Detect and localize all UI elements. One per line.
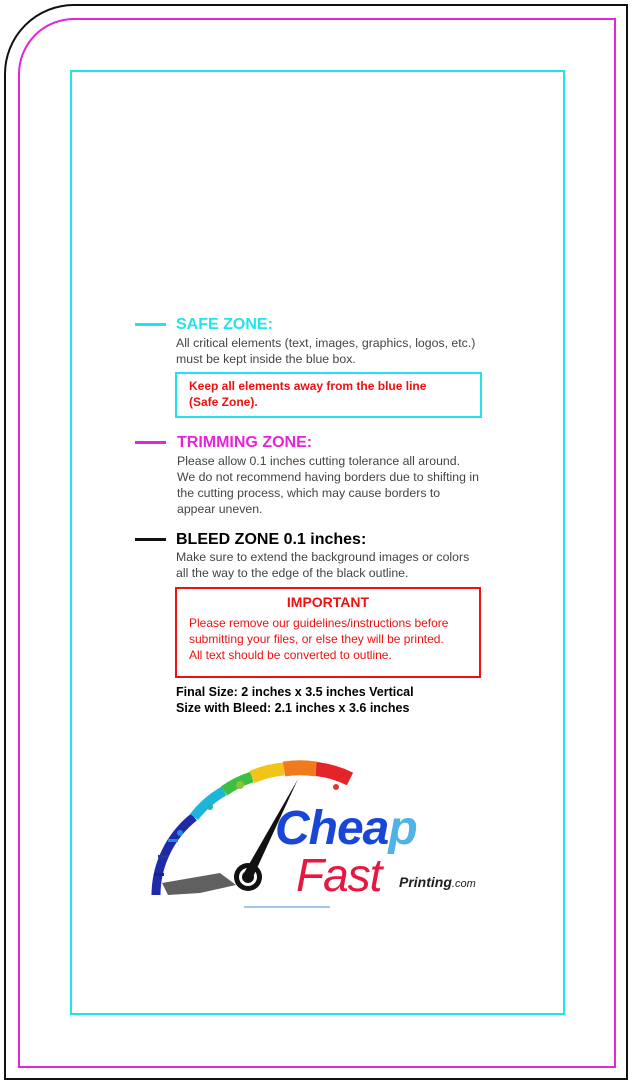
logo-word-fast: Fast (296, 849, 382, 901)
safe-zone-note-box (175, 372, 482, 418)
safe-zone-legend-line (135, 323, 166, 326)
company-logo (140, 755, 500, 915)
safe-zone-note-line: Keep all elements away from the blue line (189, 379, 427, 393)
bleed-size-text: Size with Bleed: 2.1 inches x 3.6 inches (176, 701, 410, 715)
logo-dotcom-text: .com (451, 878, 476, 890)
safe-zone-title: SAFE ZONE: (176, 316, 273, 333)
safe-zone-line: must be kept inside the blue box. (176, 352, 356, 366)
trim-zone-line: Please allow 0.1 inches cutting tolerance all around. (177, 454, 461, 468)
logo-word-cheap-tail: p (388, 802, 417, 855)
logo-word-cheap-part: Chea (275, 802, 389, 855)
bleed-zone-legend-line (135, 538, 166, 541)
trim-zone-line: the cutting process, which may cause borders to (177, 486, 441, 500)
trim-zone-line: appear uneven. (177, 502, 263, 516)
important-line: Please remove our guidelines/instructions before (189, 616, 449, 630)
safe-zone-description (176, 335, 475, 367)
safe-zone-note-line: (Safe Zone). (189, 395, 258, 409)
important-title: IMPORTANT (286, 594, 370, 610)
important-line: submitting your files, or else they will be printed. (189, 632, 444, 646)
bleed-zone-description (176, 549, 469, 581)
important-line: All text should be converted to outline. (189, 648, 392, 662)
bleed-zone-title: BLEED ZONE 0.1 inches: (176, 531, 367, 548)
trim-zone-line: We do not recommend having borders due to shifting in (177, 470, 479, 484)
logo-printing-text: Printing (399, 874, 452, 890)
final-size-text: Final Size: 2 inches x 3.5 inches Vertical (176, 685, 414, 699)
important-notice-box (175, 587, 481, 678)
trim-zone-legend-line (135, 441, 166, 444)
trim-zone-description (177, 453, 479, 517)
safe-zone-line: All critical elements (text, images, graphics, logos, etc.) (176, 336, 476, 350)
logo-word-printing (399, 874, 476, 890)
bleed-zone-line: all the way to the edge of the black outline. (176, 566, 409, 580)
bleed-zone-line: Make sure to extend the background images or colors (176, 550, 470, 564)
trim-zone-title: TRIMMING ZONE: (177, 434, 313, 451)
